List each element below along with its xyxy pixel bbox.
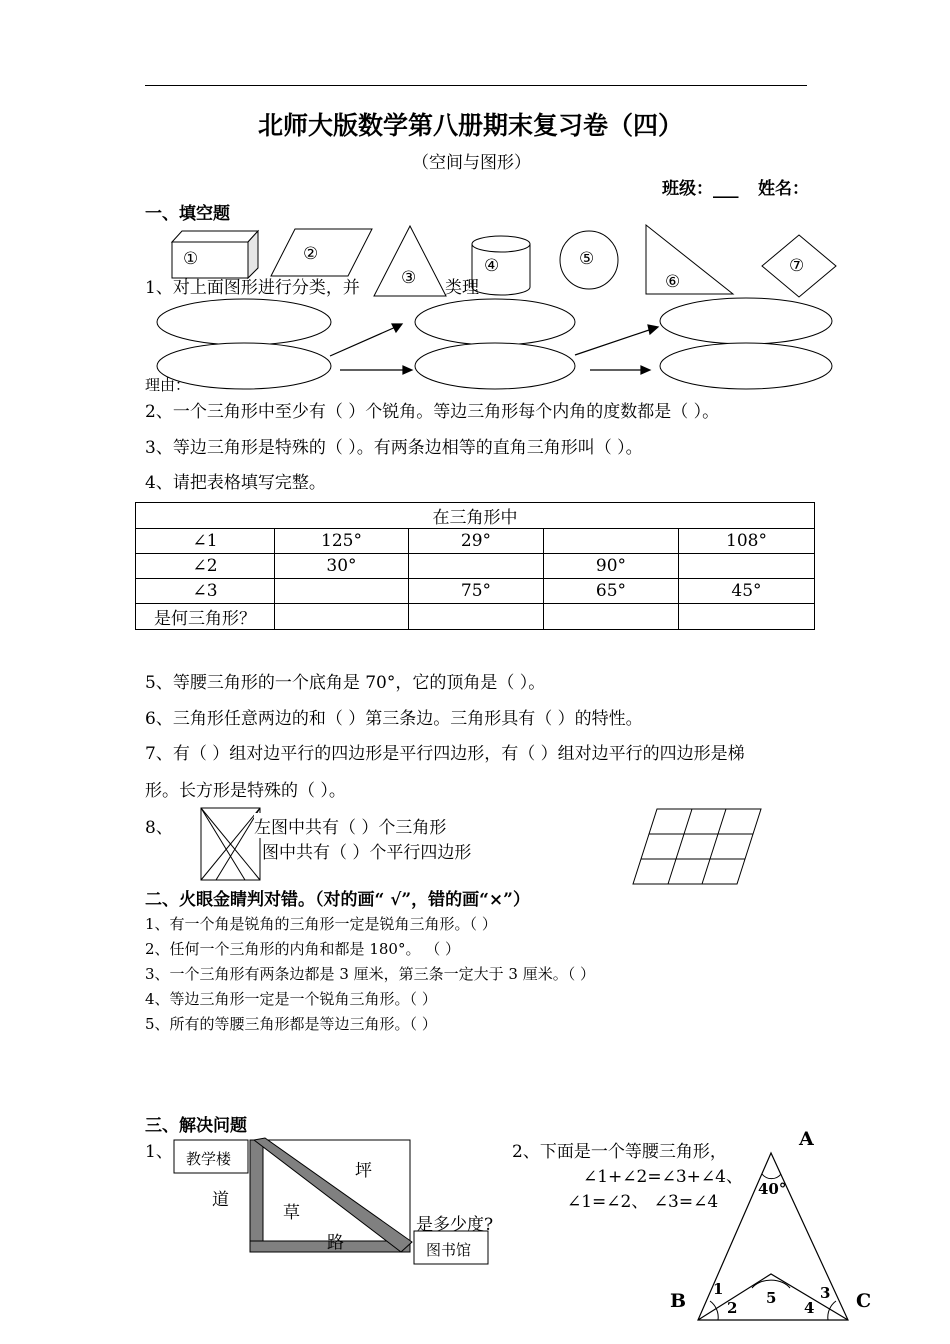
problem-2-text-c: ∠1=∠2、 ∠3=∠4 xyxy=(567,1192,719,1212)
shape-label-4: ④ xyxy=(484,256,500,276)
question-1-tail: 类理 xyxy=(445,278,479,298)
shape-label-6: ⑥ xyxy=(665,272,681,292)
shape-label-2: ② xyxy=(303,244,319,264)
class-label: 班级：___ xyxy=(662,179,739,199)
vertex-A: A xyxy=(799,1128,814,1150)
angle-2: 2 xyxy=(727,1299,738,1317)
section1-heading: 一、填空题 xyxy=(145,204,230,224)
vertex-B: B xyxy=(670,1290,687,1312)
judge-item-2: 2、任何一个三角形的内角和都是 180°。 （ ） xyxy=(145,940,460,958)
question-8-number: 8、 xyxy=(145,818,173,838)
table-cell: 29° xyxy=(409,529,544,554)
shape-label-7: ⑦ xyxy=(789,256,805,276)
table-cell: 75° xyxy=(409,579,544,604)
table-cell: 65° xyxy=(544,579,679,604)
question-7b: 形。长方形是特殊的（ ）。 xyxy=(145,781,346,801)
name-label: 姓名： xyxy=(758,179,809,199)
table-cell: 30° xyxy=(275,554,409,579)
table-cell: 是何三角形？ xyxy=(136,604,275,630)
lawn-label-cao: 草 xyxy=(283,1203,300,1223)
table-cell: 108° xyxy=(679,529,815,554)
section3-heading: 三、解决问题 xyxy=(145,1116,247,1136)
page-title: 北师大版数学第八册期末复习卷（四） xyxy=(258,111,684,140)
angle-1: 1 xyxy=(713,1280,724,1298)
question-4: 4、请把表格填写完整。 xyxy=(145,473,326,493)
judge-item-4: 4、等边三角形一定是一个锐角三角形。（ ） xyxy=(145,990,437,1008)
question-1: 1、对上面图形进行分类，并 xyxy=(145,278,360,298)
question-8b: 图中共有（ ）个平行四边形 xyxy=(262,843,472,863)
apex-angle: 40° xyxy=(758,1180,787,1198)
table-cell: 45° xyxy=(679,579,815,604)
judge-item-1: 1、有一个角是锐角的三角形一定是锐角三角形。（ ） xyxy=(145,915,497,933)
angle-4: 4 xyxy=(804,1299,815,1317)
shape-label-5: ⑤ xyxy=(579,249,595,269)
section2-heading: 二、火眼金睛判对错。（对的画“ √”，错的画“×”） xyxy=(145,890,530,910)
shape-label-3: ③ xyxy=(401,268,417,288)
table-cell: ∠2 xyxy=(136,554,275,579)
shape-label-1: ① xyxy=(183,249,199,269)
table-caption: 在三角形中 xyxy=(136,503,815,529)
problem-1-number: 1、 xyxy=(145,1142,173,1162)
library-label: 图书馆 xyxy=(426,1241,472,1259)
road-label-dao: 道 xyxy=(212,1190,229,1210)
question-8a: 左图中共有（ ）个三角形 xyxy=(254,813,446,838)
table-cell: ∠3 xyxy=(136,579,275,604)
question-5: 5、等腰三角形的一个底角是 70°，它的顶角是（ ）。 xyxy=(145,673,546,693)
angle-5: 5 xyxy=(766,1289,777,1307)
question-3: 3、等边三角形是特殊的（ ）。有两条边相等的直角三角形叫（ ）。 xyxy=(145,438,643,458)
reason-label: 理由： xyxy=(145,376,191,394)
table-cell: 125° xyxy=(275,529,409,554)
problem-1-tail: 是多少度? xyxy=(416,1215,494,1235)
page-subtitle: （空间与图形） xyxy=(412,153,531,173)
problem-2-text-b: ∠1+∠2=∠3+∠4、 xyxy=(583,1167,743,1187)
table-cell: ∠1 xyxy=(136,529,275,554)
question-2: 2、一个三角形中至少有（ ）个锐角。等边三角形每个内角的度数都是（ ）。 xyxy=(145,402,720,422)
building-label: 教学楼 xyxy=(186,1150,232,1168)
angle-3: 3 xyxy=(820,1284,831,1302)
problem-2-text-a: 2、下面是一个等腰三角形， xyxy=(512,1142,727,1162)
judge-item-3: 3、一个三角形有两条边都是 3 厘米，第三条一定大于 3 厘米。（ ） xyxy=(145,965,595,983)
road-label-lu: 路 xyxy=(327,1233,344,1253)
lawn-label-ping: 坪 xyxy=(355,1161,372,1181)
vertex-C: C xyxy=(856,1290,872,1312)
judge-item-5: 5、所有的等腰三角形都是等边三角形。（ ） xyxy=(145,1015,437,1033)
table-cell: 90° xyxy=(544,554,679,579)
question-7a: 7、有（ ）组对边平行的四边形是平行四边形，有（ ）组对边平行的四边形是梯 xyxy=(145,744,745,764)
question-6: 6、三角形任意两边的和（ ）第三条边。三角形具有（ ）的特性。 xyxy=(145,709,643,729)
